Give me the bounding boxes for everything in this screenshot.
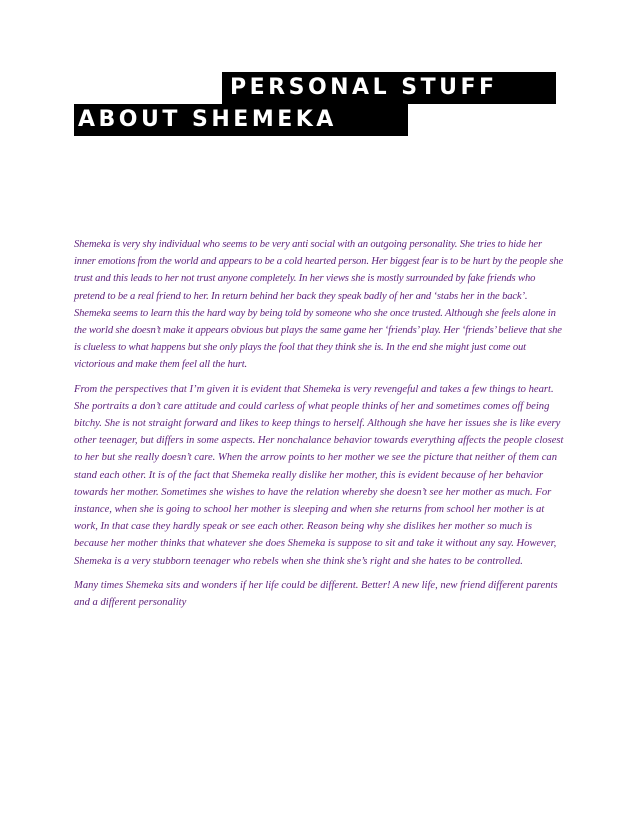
paragraph-2: From the perspectives that I’m given it is evident that Shemeka is very revengeful and takes a few things to heart. She portraits a don’t care attitude and could carless of what people thinks of her and sometimes comes off being bitchy. She is not straight forward and likes to keep things to herself. Although she have her issues she is like every other teenager, but differs in some aspects. Her nonchalance behavior towards everything affects the people closest to her but she really doesn’t care. When the arrow points to her mother we see the picture that neither of them can stand each other. It is of the fact that Shemeka really dislike her mother, this is evident because of her behavior towards her mother. Sometimes she wishes to have the relation whereby she doesn’t see her mother as much. For instance, when she is going to school her mother is sleeping and when she returns from school her mother is at work, In that case they hardly speak or see each other. Reason being why she dislikes her mother so much is because her mother thinks that whatever she does Shemeka is suppose to sit and take it without any say. However, Shemeka is a very stubborn teenager who rebels when she think she’s right and she hates to be controlled.	[74, 383, 564, 567]
title-line-1: PERSONAL STUFF	[222, 72, 556, 104]
document-body	[74, 236, 564, 618]
paragraph-3: Many times Shemeka sits and wonders if her life could be different. Better! A new life, new friend different parents and a different personality	[74, 579, 558, 609]
paragraph-1: Shemeka is very shy individual who seems to be very anti social with an outgoing personality. She tries to hide her inner emotions from the world and appears to be a cold hearted person. Her biggest fear is to be hurt by the people she trust and this leads to her not trust anyone completely. In her views she is mostly surrounded by fake friends who pretend to be a real friend to her. In return behind her back they speak badly of her and ‘stabs her in the back’. Shemeka seems to learn this the hard way by being told by someone who she once trusted. Although she feels alone in the world she doesn’t make it appears obvious but plays the same game her ‘friends’ play. Her ‘friends’ believe that she is clueless to what happens but she only plays the fool that they think she is. In the end she might just come out victorious and make them feel all the hurt.	[74, 239, 564, 371]
title-line-2: ABOUT SHEMEKA	[74, 104, 408, 136]
